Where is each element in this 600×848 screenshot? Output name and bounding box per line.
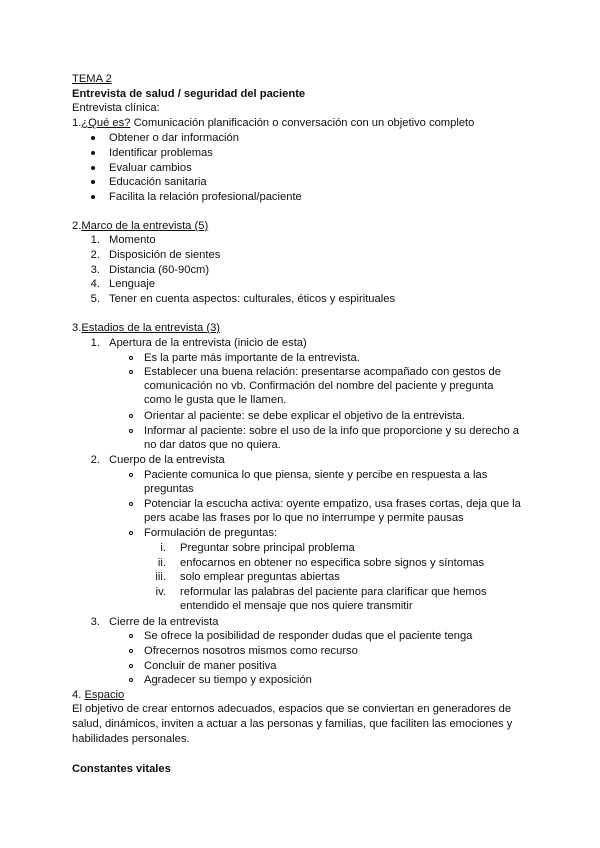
stage-title: Cierre de la entrevista	[109, 616, 219, 628]
section-3-title: Estadios de la entrevista (3)	[81, 322, 221, 334]
list-number: 3.	[90, 264, 100, 276]
sub-list-item: reformular las palabras del paciente para clarificar que hemos entendido el mensaje que nos quiere transmitir	[180, 586, 487, 612]
circle-bullet-icon	[129, 634, 133, 638]
bullet-icon	[91, 136, 95, 140]
section-4-paragraph: El objetivo de crear entornos adecuados, espacios que se conviertan en generadores de salud, dinámicos, inviten a actuar a las personas y familias, que faciliten las emociones y habilidades personales.	[72, 703, 513, 745]
section-1-heading	[72, 116, 474, 130]
list-item: Formulación de preguntas:	[144, 527, 278, 539]
section-1-text: Comunicación planificación o conversación con un objetivo completo	[130, 117, 475, 129]
section-3-heading	[72, 321, 220, 335]
list-item: Establecer una buena relación: presentarse acompañado con gestos de comunicación no vb. Confirmación del nombre del paciente y pregunta como le gusta que le llamen.	[144, 366, 501, 406]
list-number: 3.	[90, 616, 100, 628]
list-number: 2.	[90, 454, 100, 466]
list-number: 1.	[90, 234, 100, 246]
roman-number: i.	[160, 542, 166, 554]
section-2-heading	[72, 219, 208, 233]
stage-title: Apertura de la entrevista (inicio de esta)	[109, 337, 307, 349]
circle-bullet-icon	[129, 678, 133, 682]
list-item: Se ofrece la posibilidad de responder dudas que el paciente tenga	[144, 630, 473, 642]
section-4-number: 4.	[72, 689, 82, 701]
bullet-icon	[91, 195, 95, 199]
list-item: Tener en cuenta aspectos: culturales, éticos y espirituales	[109, 293, 396, 305]
circle-bullet-icon	[129, 356, 133, 360]
list-item: Potenciar la escucha activa: oyente empatizo, usa frases cortas, deja que la pers acabe las frases por lo que no interrumpe y permite pausas	[144, 498, 521, 524]
circle-bullet-icon	[129, 473, 133, 477]
page-title: Entrevista de salud / seguridad del paciente	[72, 88, 306, 100]
section-4-title: Espacio	[84, 689, 125, 701]
bullet-icon	[91, 180, 95, 184]
list-number: 4.	[90, 278, 100, 290]
subtitle: Entrevista clínica:	[72, 102, 160, 114]
bullet-icon	[91, 151, 95, 155]
list-item: Momento	[109, 234, 156, 246]
roman-number: ii.	[157, 557, 166, 569]
section-2-number: 2.	[72, 220, 82, 232]
sub-list-item: enfocarnos en obtener no especifica sobre signos y síntomas	[180, 557, 485, 569]
roman-number: iii.	[155, 571, 166, 583]
list-item: Paciente comunica lo que piensa, siente y percibe en respuesta a las preguntas	[144, 469, 488, 495]
list-item: Ofrecernos nosotros mismos como recurso	[144, 645, 358, 657]
list-item: Educación sanitaria	[109, 176, 207, 188]
list-number: 2.	[90, 249, 100, 261]
circle-bullet-icon	[129, 502, 133, 506]
list-item: Identificar problemas	[109, 147, 213, 159]
section-1-number: 1.	[72, 117, 82, 129]
list-item: Evaluar cambios	[109, 162, 192, 174]
list-item: Facilita la relación profesional/paciente	[109, 191, 302, 203]
bullet-icon	[91, 166, 95, 170]
section-3-number: 3.	[72, 322, 82, 334]
list-item: Disposición de sientes	[109, 249, 221, 261]
list-item: Agradecer su tiempo y exposición	[144, 674, 312, 686]
list-item: Lenguaje	[109, 278, 156, 290]
list-item: Es la parte más importante de la entrevista.	[144, 352, 360, 364]
section-4-heading	[72, 688, 124, 702]
tema-label: TEMA 2	[72, 73, 112, 85]
circle-bullet-icon	[129, 649, 133, 653]
next-heading: Constantes vitales	[72, 763, 171, 775]
circle-bullet-icon	[129, 370, 133, 374]
sub-list-item: Preguntar sobre principal problema	[180, 542, 355, 554]
list-number: 5.	[90, 293, 100, 305]
list-item: Obtener o dar información	[109, 132, 239, 144]
roman-number: iv.	[155, 586, 166, 598]
section-2-title: Marco de la entrevista (5)	[81, 220, 209, 232]
section-1-title: ¿Qué es?	[81, 117, 131, 129]
list-item: Orientar al paciente: se debe explicar el objetivo de la entrevista.	[144, 410, 465, 422]
list-item: Informar al paciente: sobre el uso de la info que proporcione y su derecho a no dar datos que no quiera.	[144, 425, 520, 451]
circle-bullet-icon	[129, 531, 133, 535]
list-item: Concluir de maner positiva	[144, 660, 277, 672]
circle-bullet-icon	[129, 429, 133, 433]
sub-list-item: solo emplear preguntas abiertas	[180, 571, 340, 583]
circle-bullet-icon	[129, 664, 133, 668]
circle-bullet-icon	[129, 414, 133, 418]
list-item: Distancia (60-90cm)	[109, 264, 210, 276]
list-number: 1.	[90, 337, 100, 349]
stage-title: Cuerpo de la entrevista	[109, 454, 225, 466]
